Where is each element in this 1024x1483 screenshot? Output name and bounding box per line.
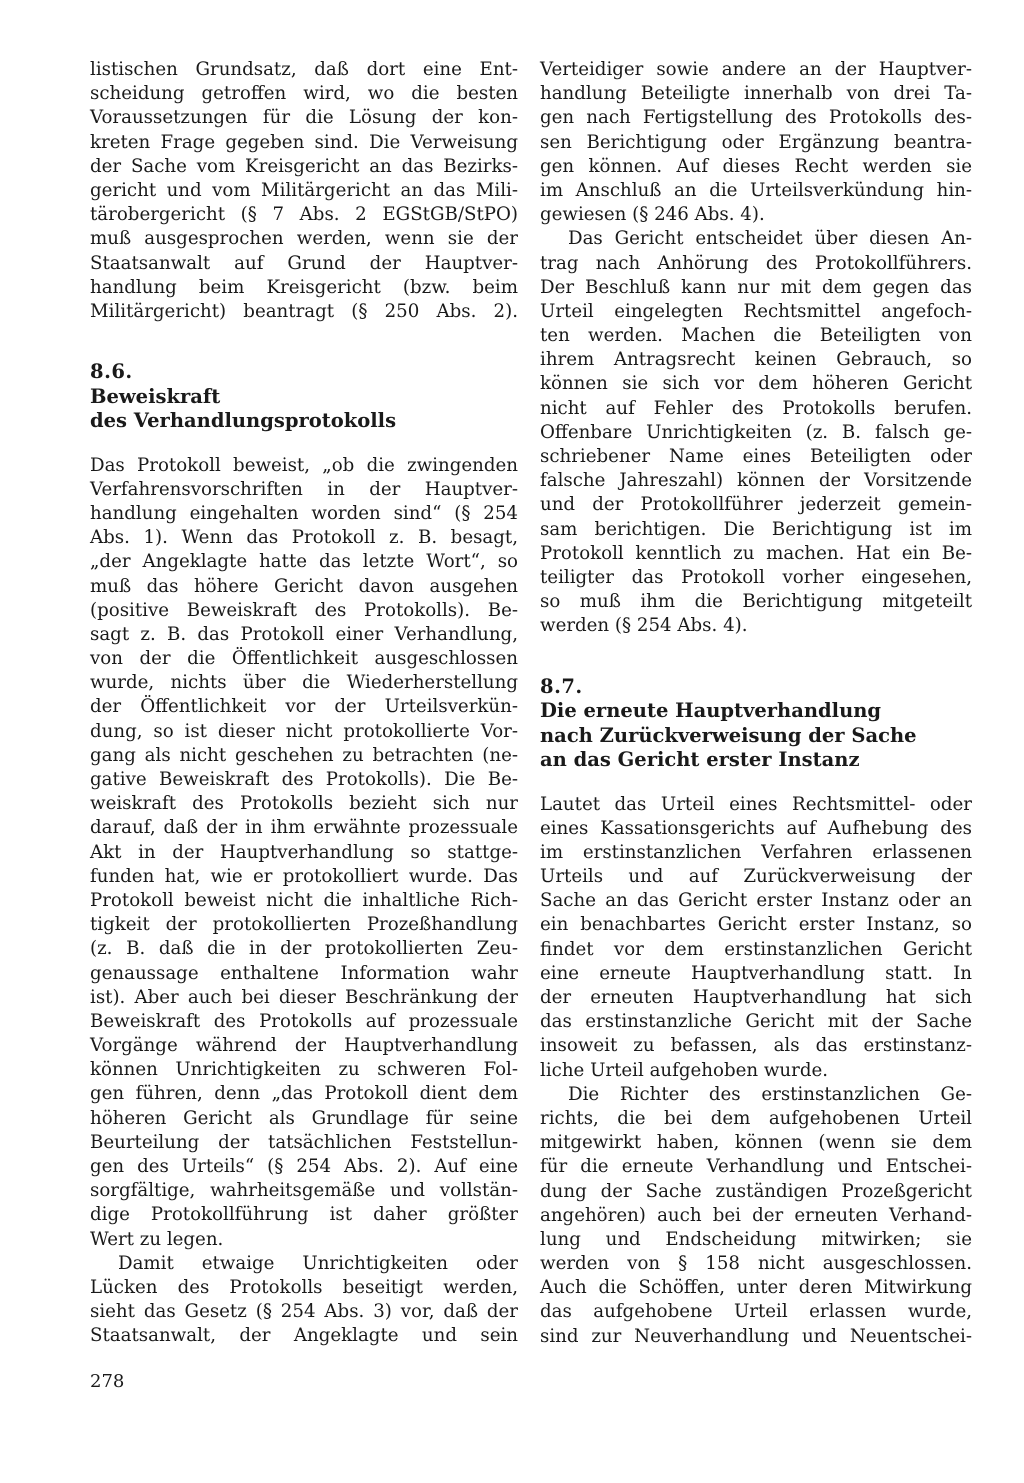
text-line: liche Urteil aufgehoben wurde. xyxy=(540,1059,829,1081)
paragraph xyxy=(540,1083,972,1349)
text-line: für die erneute Verhandlung und Entschei- xyxy=(540,1156,972,1178)
section-title-line: an das Gericht erster Instanz xyxy=(540,748,860,771)
text-line: weiskraft des Protokolls bezieht sich nur xyxy=(90,793,518,815)
text-line: mitgewirkt haben, können (wenn sie dem xyxy=(540,1132,972,1154)
section-title-line: des Verhandlungsprotokolls xyxy=(90,409,397,433)
text-line: können sie sich vor dem höheren Gericht xyxy=(540,373,972,395)
text-line: Urteil eingelegten Rechtsmittel angefoch- xyxy=(540,300,972,322)
text-line: handlung beim Kreisgericht (bzw. beim xyxy=(90,276,518,298)
text-line: Sache an das Gericht erster Instanz oder an xyxy=(540,890,972,912)
text-line: sorgfältige, wahrheitsgemäße und vollstän- xyxy=(90,1180,518,1202)
text-line: (positive Beweiskraft des Protokolls). Be- xyxy=(90,599,518,621)
text-line: gang als nicht geschehen zu betrachten (ne- xyxy=(90,744,518,766)
text-line: der Sache vom Kreisgericht an das Bezirks- xyxy=(90,155,518,177)
text-line: von der die Öffentlichkeit ausgeschlossen xyxy=(90,648,518,670)
paragraph xyxy=(90,58,518,324)
text-line: dung der Sache zuständigen Prozeßgericht xyxy=(540,1180,972,1202)
text-line: sieht das Gesetz (§ 254 Abs. 3) vor, daß der xyxy=(90,1301,518,1323)
text-line: werden (§ 254 Abs. 4). xyxy=(540,615,748,637)
text-line: muß ausgesprochen werden, wenn sie der xyxy=(90,228,518,250)
text-line: Beurteilung der tatsächlichen Feststellun- xyxy=(90,1131,518,1153)
text-line: darauf, daß der in ihm erwähnte prozessuale xyxy=(90,817,518,839)
text-line: gen führen, denn „das Protokoll dient dem xyxy=(90,1083,518,1105)
text-line: schriebener Name eines Beteiligten oder xyxy=(540,446,972,467)
paragraph xyxy=(540,793,972,1083)
text-line: ein benachbartes Gericht erster Instanz, so xyxy=(540,914,972,936)
text-line: Das Gericht entscheidet über diesen An- xyxy=(568,228,972,250)
text-line: Verfahrensvorschriften in der Hauptver- xyxy=(90,478,518,500)
text-line: können Unrichtigkeiten zu schweren Fol- xyxy=(90,1059,518,1081)
text-line: der Öffentlichkeit vor der Urteilsverkün- xyxy=(90,696,518,718)
text-line: nicht auf Fehler des Protokolls berufen. xyxy=(540,397,972,419)
text-line: Voraussetzungen für die Lösung der kon- xyxy=(90,107,518,129)
text-line: gewiesen (§ 246 Abs. 4). xyxy=(540,204,765,226)
text-line: dung, so ist dieser nicht protokollierte Vor- xyxy=(90,720,518,742)
paragraph xyxy=(90,454,518,1252)
text-line: falsche Jahreszahl) können der Vorsitzende xyxy=(540,470,972,492)
text-line: dige Protokollführung ist daher größter xyxy=(90,1204,518,1226)
text-line: gen können. Auf dieses Recht werden sie xyxy=(540,155,972,177)
text-line: funden hat, wie er protokolliert wurde. Das xyxy=(90,865,518,887)
text-line: ten werden. Machen die Beteiligten von xyxy=(540,325,972,347)
text-line: tigkeit der protokollierten Prozeßhandlung xyxy=(90,914,518,936)
text-line: findet vor dem erstinstanzlichen Gericht xyxy=(540,938,972,960)
text-line: Protokoll kenntlich zu machen. Hat ein Be- xyxy=(540,542,972,564)
text-line: lung und Endscheidung mitwirken; sie xyxy=(540,1228,972,1250)
text-line: und der Protokollführer jederzeit gemein- xyxy=(540,494,972,516)
text-line: Militärgericht) beantragt (§ 250 Abs. 2). xyxy=(90,300,518,322)
text-line: so muß ihm die Berichtigung mitgeteilt xyxy=(540,591,972,613)
text-line: Lautet das Urteil eines Rechtsmittel- oder xyxy=(540,793,972,815)
text-line: gen nach Fertigstellung des Protokolls des- xyxy=(540,107,972,129)
text-line: trag nach Anhörung des Protokollführers. xyxy=(540,252,972,274)
text-line: gericht und vom Militärgericht an das Mili- xyxy=(90,179,518,201)
text-line: Akt in der Hauptverhandlung so stattge- xyxy=(90,841,518,863)
text-line: sagt z. B. das Protokoll einer Verhandlung, xyxy=(90,623,518,645)
text-line: gen des Urteils“ (§ 254 Abs. 2). Auf eine xyxy=(90,1156,518,1177)
text-line: Der Beschluß kann nur mit dem gegen das xyxy=(540,276,972,298)
text-line: Vorgänge während der Hauptverhandlung xyxy=(90,1035,518,1057)
text-line: angehören) auch bei der erneuten Verhand- xyxy=(540,1204,972,1226)
section-title-line: nach Zurückverweisung der Sache xyxy=(540,723,917,747)
text-line: sen Berichtigung oder Ergänzung beantra- xyxy=(540,131,972,153)
text-line: das erstinstanzliche Gericht mit der Sache xyxy=(540,1011,972,1033)
text-line: gative Beweiskraft des Protokolls). Die Be- xyxy=(90,769,518,790)
text-line: ihrem Antragsrecht keinen Gebrauch, so xyxy=(540,349,972,371)
paragraph xyxy=(540,227,972,638)
section-heading-8-6 xyxy=(90,360,518,434)
text-line: Beweiskraft des Protokolls auf prozessuale xyxy=(90,1010,518,1032)
text-line: listischen Grundsatz, daß dort eine Ent- xyxy=(90,59,518,80)
text-line: handlung eingehalten worden sind“ (§ 254 xyxy=(90,502,518,524)
text-line: muß das höhere Gericht davon ausgehen xyxy=(90,575,518,597)
section-number: 8.6. xyxy=(90,360,133,384)
text-line: ist). Aber auch bei dieser Beschränkung der xyxy=(90,986,518,1008)
right-column xyxy=(540,58,972,1349)
text-line: Das Protokoll beweist, „ob die zwingenden xyxy=(90,454,518,476)
text-line: sind zur Neuverhandlung und Neuentschei- xyxy=(540,1325,972,1347)
text-line: Urteils und auf Zurückverweisung der xyxy=(540,866,972,888)
text-line: tärobergericht (§ 7 Abs. 2 EGStGB/StPO) xyxy=(90,204,518,226)
text-line: handlung Beteiligte innerhalb von drei Ta- xyxy=(540,83,972,105)
text-line: das aufgehobene Urteil erlassen wurde, xyxy=(540,1301,972,1323)
text-line: eines Kassationsgerichts auf Aufhebung des xyxy=(540,817,972,839)
page-number: 278 xyxy=(90,1371,125,1392)
text-line: Verteidiger sowie andere an der Hauptver- xyxy=(540,59,972,80)
text-line: Lücken des Protokolls beseitigt werden, xyxy=(90,1276,518,1298)
text-line: (z. B. daß die in der protokollierten Zeu- xyxy=(90,938,518,960)
text-line: richts, die bei dem aufgehobenen Urteil xyxy=(540,1107,972,1129)
paragraph xyxy=(540,58,972,227)
text-line: eine erneute Hauptverhandlung statt. In xyxy=(540,962,972,984)
section-number: 8.7. xyxy=(540,674,583,698)
text-line: höheren Gericht als Grundlage für seine xyxy=(90,1107,518,1129)
text-line: im erstinstanzlichen Verfahren erlassenen xyxy=(540,841,972,863)
text-line: Auch die Schöffen, unter deren Mitwirkung xyxy=(540,1277,972,1299)
text-line: Offenbare Unrichtigkeiten (z. B. falsch ge- xyxy=(540,421,972,443)
section-title-line: Die erneute Hauptverhandlung xyxy=(540,699,882,722)
text-line: Abs. 1). Wenn das Protokoll z. B. besagt, xyxy=(90,527,518,549)
paragraph xyxy=(90,1252,518,1349)
text-line: Die Richter des erstinstanzlichen Ge- xyxy=(568,1083,972,1105)
text-line: werden von § 158 nicht ausgeschlossen. xyxy=(540,1253,972,1275)
left-column xyxy=(90,58,518,1349)
text-line: scheidung getroffen wird, wo die besten xyxy=(90,83,518,105)
text-line: Damit etwaige Unrichtigkeiten oder xyxy=(118,1252,518,1274)
text-line: Staatsanwalt, der Angeklagte und sein xyxy=(90,1325,518,1347)
text-line: „der Angeklagte hatte das letzte Wort“, so xyxy=(90,551,518,573)
text-line: Wert zu legen. xyxy=(90,1228,224,1250)
text-line: Protokoll beweist nicht die inhaltliche Rich- xyxy=(90,889,518,911)
text-line: insoweit zu befassen, als das erstinstanz- xyxy=(540,1035,972,1057)
section-title-line: Beweiskraft xyxy=(90,384,221,408)
section-heading-8-7 xyxy=(540,675,972,773)
text-line: wurde, nichts über die Wiederherstellung xyxy=(90,672,518,694)
text-line: der erneuten Hauptverhandlung hat sich xyxy=(540,987,972,1008)
text-line: kreten Frage gegeben sind. Die Verweisung xyxy=(90,131,518,153)
text-line: genaussage enthaltene Information wahr xyxy=(90,962,518,984)
text-line: Staatsanwalt auf Grund der Hauptver- xyxy=(90,252,518,274)
text-line: teiligter das Protokoll vorher eingesehen, xyxy=(540,566,972,588)
text-line: sam berichtigen. Die Berichtigung ist im xyxy=(540,518,972,540)
text-line: im Anschluß an die Urteilsverkündung hin- xyxy=(540,179,972,201)
